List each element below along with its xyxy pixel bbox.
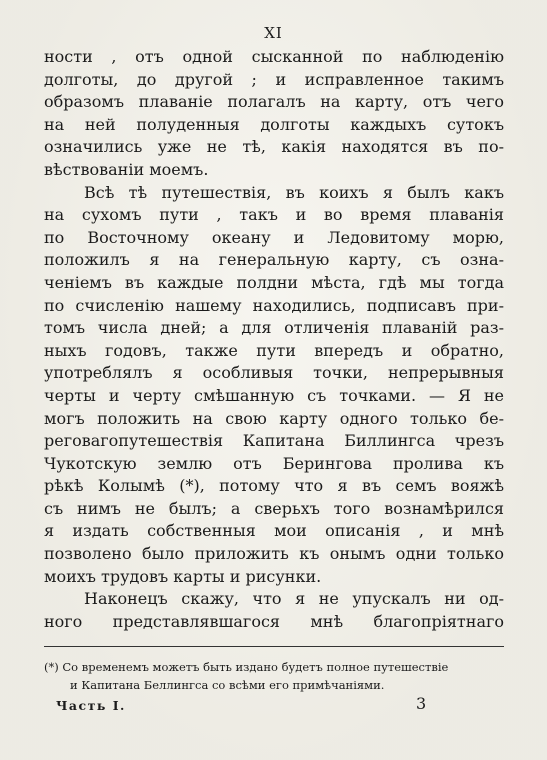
text-line: вѣствованіи моемъ. (44, 159, 209, 179)
text-line: реговагопутешествія Капитана Биллингса чрезъ (44, 431, 504, 451)
footnote (44, 658, 504, 694)
text-line: могъ положить на свою карту одного только бе- (44, 408, 504, 428)
body-text (44, 46, 504, 633)
text-line: образомъ плаваніе полагалъ на карту, отъ чего (44, 92, 504, 112)
signature-mark: Часть I. (56, 698, 126, 713)
footnote-line: (*) Со временемъ можетъ быть издано будетъ полное путешествіе (44, 660, 449, 674)
text-line: рѣкѣ Колымѣ (*), потому что я въ семъ вояжѣ (44, 476, 504, 496)
footnote-line: и Капитана Беллингса со всѣми его примѣчаніями. (70, 678, 385, 692)
text-line: означились уже не тѣ, какія находятся въ по- (44, 137, 504, 157)
text-line: ныхъ годовъ, также пути впередъ и обратно, (44, 340, 504, 360)
text-line: по счисленію нашему находились, подписавъ при- (44, 295, 504, 315)
text-line: съ нимъ не былъ; а сверьхъ того вознамѣрился (44, 498, 504, 518)
footnote-divider (44, 646, 504, 647)
text-line: по Восточному океану и Ледовитому морю, (44, 227, 504, 247)
text-line: ности , отъ одной сысканной по наблюденію (44, 47, 504, 66)
folio-number: 3 (416, 694, 427, 713)
text-line: моихъ трудовъ карты и рисунки. (44, 566, 322, 586)
text-line: долготы, до другой ; и исправленное такимъ (44, 69, 504, 89)
text-line: Наконецъ скажу, что я не упускалъ ни од- (84, 589, 504, 609)
text-line: на сухомъ пути , такъ и во время плаванія (44, 205, 504, 225)
text-line: употреблялъ я особливыя точки, непрерывныя (44, 363, 504, 383)
page-number: XI (264, 24, 283, 42)
text-line: позволено было приложить къ онымъ одни только (44, 544, 504, 564)
text-line: положилъ я на генеральную карту, съ озна- (44, 250, 504, 270)
text-line: Чукотскую землю отъ Берингова пролива къ (44, 453, 504, 473)
text-line: я издать собственныя мои описанія , и мнѣ (44, 521, 504, 541)
text-line: ченіемъ въ каждые полдни мѣста, гдѣ мы тогда (44, 272, 504, 292)
text-line: Всѣ тѣ путешествія, въ коихъ я былъ какъ (84, 182, 504, 202)
text-line: ного представлявшагося мнѣ благопріятнаго (44, 611, 504, 631)
text-line: черты и черту смѣшанную съ точками. — Я не (44, 385, 504, 405)
text-line: томъ числа дней; а для отличенія плаваній раз- (44, 318, 504, 338)
text-line: на ней полуденныя долготы каждыхъ сутокъ (44, 114, 504, 134)
